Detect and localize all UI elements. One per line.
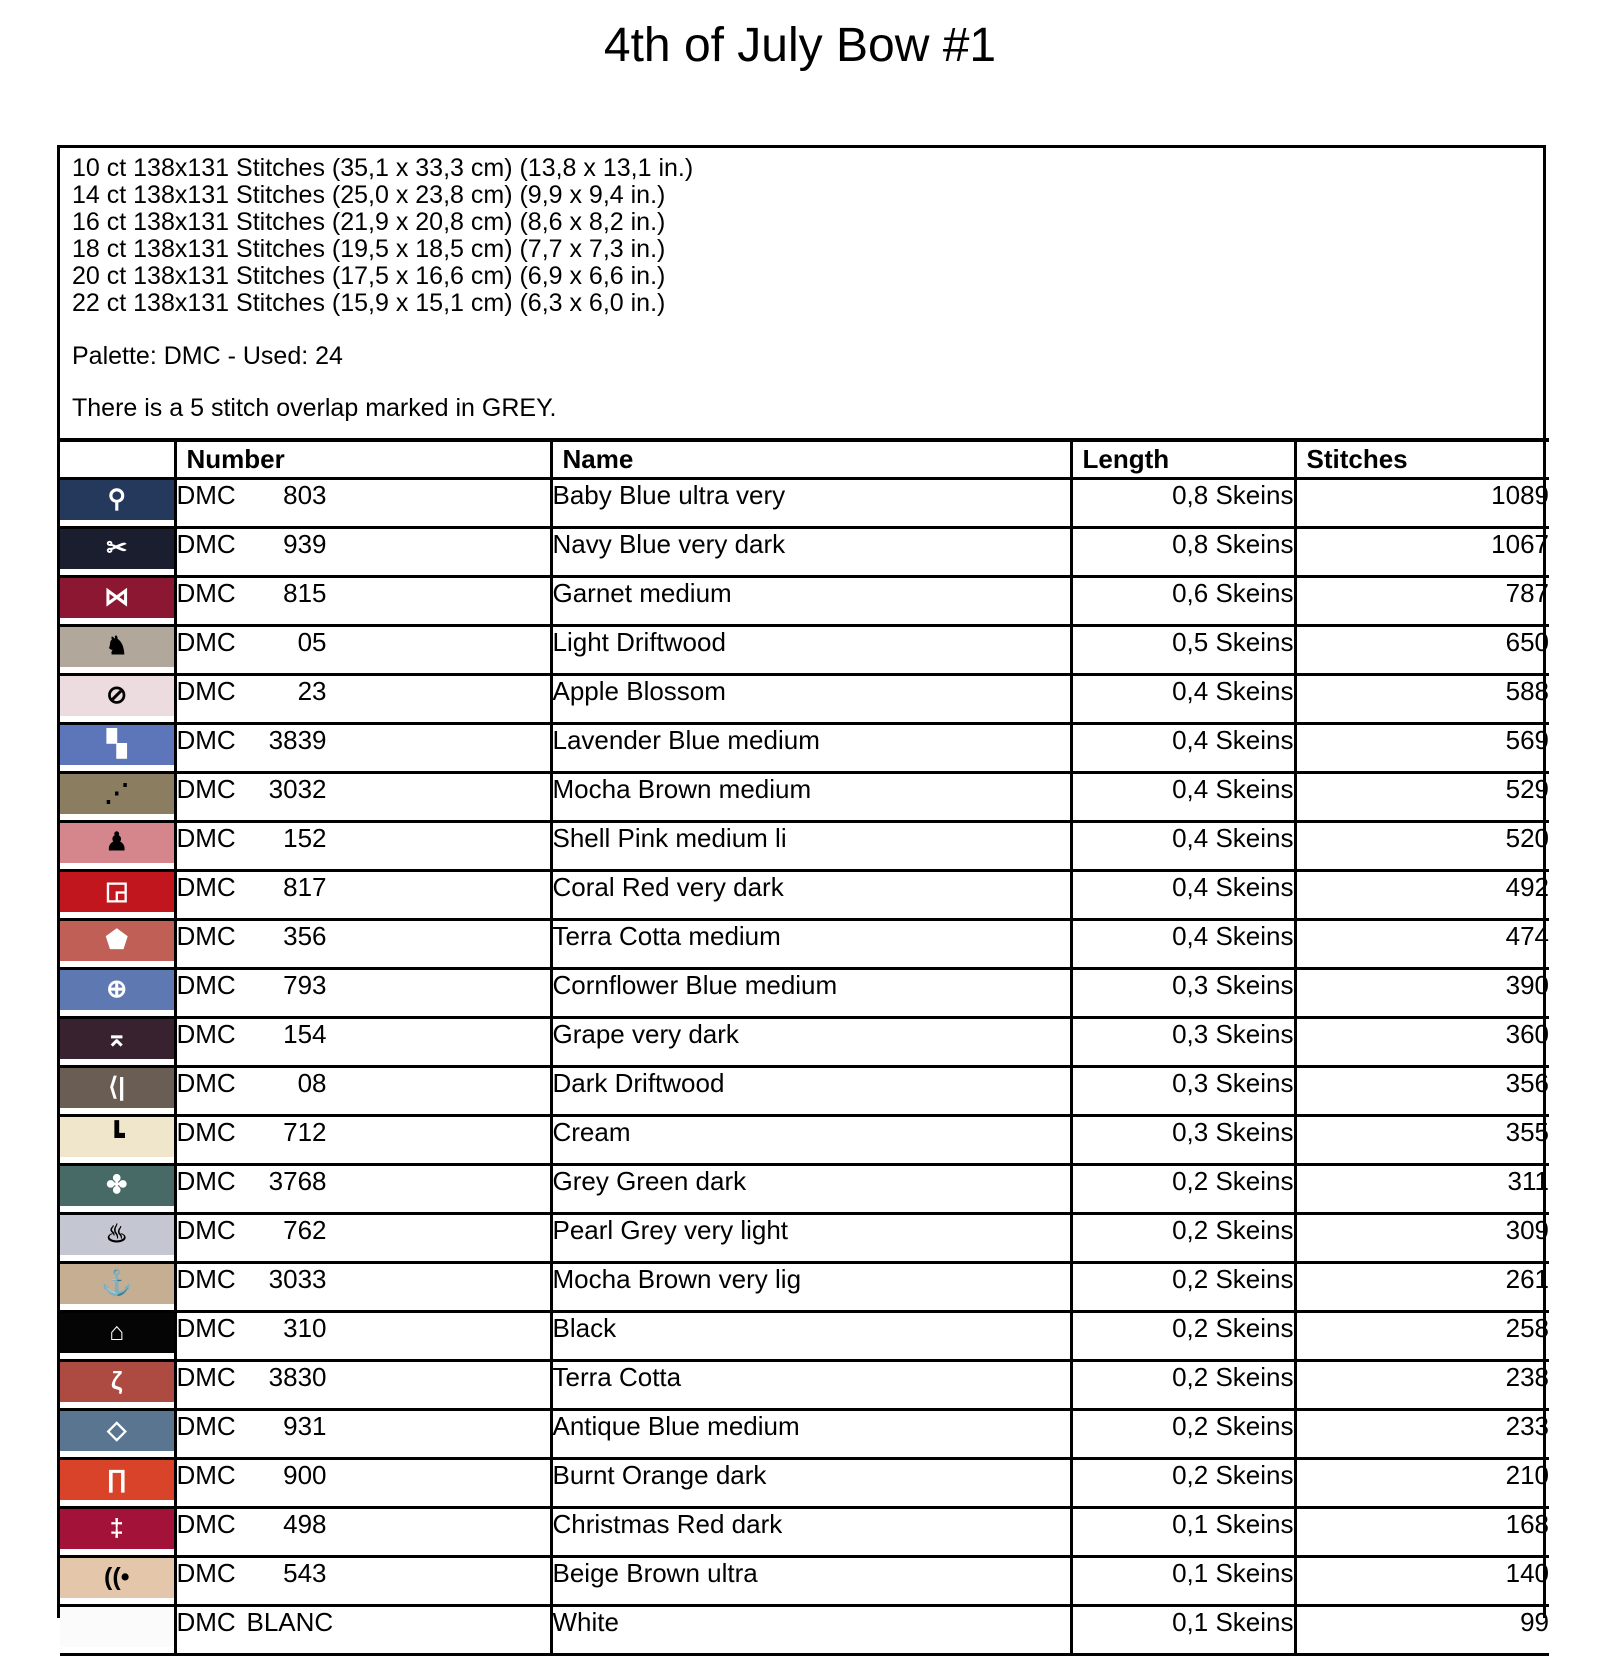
table-row (60, 1605, 1549, 1654)
color-name: Antique Blue medium (551, 1409, 1071, 1458)
brand-label: DMC (176, 1410, 236, 1441)
color-name: Terra Cotta medium (551, 919, 1071, 968)
stitches-value: 311 (1295, 1164, 1549, 1213)
color-name: Mocha Brown medium (551, 772, 1071, 821)
color-swatch (60, 970, 174, 1010)
stitches-value: 650 (1295, 625, 1549, 674)
table-row (60, 1066, 1549, 1115)
double-dagger-icon: ‡ (109, 1514, 124, 1542)
table-row (60, 1409, 1549, 1458)
color-name: Coral Red very dark (551, 870, 1071, 919)
length-value: 0,2 Skeins (1071, 1164, 1295, 1213)
length-value: 0,4 Skeins (1071, 870, 1295, 919)
length-value: 0,4 Skeins (1071, 772, 1295, 821)
color-name: Burnt Orange dark (551, 1458, 1071, 1507)
brand-label: DMC (176, 1214, 236, 1245)
stitches-value: 238 (1295, 1360, 1549, 1409)
color-name: Mocha Brown very lig (551, 1262, 1071, 1311)
symbol-cell (60, 1507, 175, 1556)
number-cell (175, 527, 551, 576)
curl-icon: ζ (110, 1367, 123, 1395)
table-row (60, 1164, 1549, 1213)
symbol-cell (60, 1556, 175, 1605)
diamond-icon: ◇ (107, 1416, 127, 1444)
color-name: Terra Cotta (551, 1360, 1071, 1409)
symbol-cell (60, 1164, 175, 1213)
color-swatch (60, 1313, 174, 1353)
stitches-value: 1089 (1295, 478, 1549, 527)
color-swatch (60, 1362, 174, 1402)
header-symbol (60, 440, 175, 478)
color-swatch (60, 529, 174, 569)
color-code: 815 (283, 577, 327, 608)
pattern-info (60, 148, 1543, 438)
size-line: 22 ct 138x131 Stitches (15,9 x 15,1 cm) (6,3 x 6,0 in.) (72, 289, 666, 317)
header-name: Name (551, 440, 1071, 478)
symbol-cell (60, 772, 175, 821)
number-cell (175, 1164, 551, 1213)
table-row (60, 1311, 1549, 1360)
symbol-cell (60, 576, 175, 625)
color-name: Apple Blossom (551, 674, 1071, 723)
color-code: 803 (283, 479, 327, 510)
brand-label: DMC (176, 1018, 236, 1049)
number-cell (175, 674, 551, 723)
number-cell (175, 1556, 551, 1605)
number-cell (175, 919, 551, 968)
number-cell (175, 1066, 551, 1115)
color-code: 712 (283, 1116, 327, 1147)
number-cell (175, 1507, 551, 1556)
symbol-cell (60, 1311, 175, 1360)
symbol-cell (60, 870, 175, 919)
color-code: 152 (283, 822, 327, 853)
length-value: 0,8 Skeins (1071, 478, 1295, 527)
angle-bar-icon: ⟨| (108, 1073, 126, 1101)
color-code: 900 (283, 1459, 327, 1490)
table-row (60, 1115, 1549, 1164)
bench-icon: ⌅ (106, 1024, 128, 1052)
color-swatch (60, 1019, 174, 1059)
color-code: 939 (283, 528, 327, 559)
size-line: 10 ct 138x131 Stitches (35,1 x 33,3 cm) (13,8 x 13,1 in.) (72, 154, 694, 182)
table-row (60, 968, 1549, 1017)
color-code: 08 (297, 1067, 327, 1098)
number-cell (175, 772, 551, 821)
table-row (60, 870, 1549, 919)
number-cell (175, 1605, 551, 1654)
table-row (60, 576, 1549, 625)
header-row (60, 440, 1549, 478)
hot-springs-icon: ♨ (105, 1220, 128, 1248)
color-name: White (551, 1605, 1071, 1654)
table-row (60, 1262, 1549, 1311)
color-code: 310 (283, 1312, 327, 1343)
brand-label: DMC (176, 822, 236, 853)
stitches-value: 356 (1295, 1066, 1549, 1115)
dial-icon: ⊘ (106, 681, 128, 709)
brand-label: DMC (176, 528, 236, 559)
color-swatch (60, 1607, 174, 1647)
color-swatch (60, 1264, 174, 1304)
number-cell (175, 870, 551, 919)
microphone-icon: ⚲ (107, 485, 126, 513)
color-code: 762 (283, 1214, 327, 1245)
color-swatch (60, 1068, 174, 1108)
length-value: 0,5 Skeins (1071, 625, 1295, 674)
brand-label: DMC (176, 773, 236, 804)
table-row (60, 1458, 1549, 1507)
table-row (60, 527, 1549, 576)
symbol-cell (60, 674, 175, 723)
length-value: 0,4 Skeins (1071, 919, 1295, 968)
corner-icon: ┗ (109, 1122, 125, 1150)
number-cell (175, 1458, 551, 1507)
brand-label: DMC (176, 969, 236, 1000)
stitches-value: 474 (1295, 919, 1549, 968)
length-value: 0,3 Skeins (1071, 1115, 1295, 1164)
color-swatch (60, 1509, 174, 1549)
header-stitches: Stitches (1295, 440, 1549, 478)
floss-legend-table (60, 438, 1549, 1656)
circled-cross-icon: ⊕ (106, 975, 128, 1003)
figure-icon: ♞ (105, 632, 128, 660)
page-title: 4th of July Bow #1 (603, 19, 997, 72)
symbol-cell (60, 968, 175, 1017)
number-cell (175, 821, 551, 870)
table-row (60, 919, 1549, 968)
length-value: 0,4 Skeins (1071, 821, 1295, 870)
brand-label: DMC (176, 1067, 236, 1098)
color-swatch (60, 872, 174, 912)
number-cell (175, 1409, 551, 1458)
number-cell (175, 625, 551, 674)
length-value: 0,1 Skeins (1071, 1556, 1295, 1605)
length-value: 0,2 Skeins (1071, 1213, 1295, 1262)
table-row (60, 772, 1549, 821)
stitches-value: 787 (1295, 576, 1549, 625)
color-swatch (60, 1411, 174, 1451)
table-row (60, 625, 1549, 674)
length-value: 0,4 Skeins (1071, 674, 1295, 723)
stitches-value: 588 (1295, 674, 1549, 723)
brand-label: DMC (176, 1116, 236, 1147)
color-swatch (60, 774, 174, 814)
table-row (60, 1507, 1549, 1556)
length-value: 0,2 Skeins (1071, 1262, 1295, 1311)
color-swatch (60, 1460, 174, 1500)
length-value: 0,8 Skeins (1071, 527, 1295, 576)
stitches-value: 492 (1295, 870, 1549, 919)
pentagon-icon: ⬟ (105, 926, 128, 954)
stitches-value: 258 (1295, 1311, 1549, 1360)
color-code: 3839 (268, 724, 327, 755)
table-row (60, 1360, 1549, 1409)
length-value: 0,6 Skeins (1071, 576, 1295, 625)
size-line: 14 ct 138x131 Stitches (25,0 x 23,8 cm) (9,9 x 9,4 in.) (72, 181, 666, 209)
color-swatch (60, 480, 174, 520)
signal-icon: ((• (104, 1563, 130, 1591)
color-code: 154 (283, 1018, 327, 1049)
length-value: 0,3 Skeins (1071, 968, 1295, 1017)
number-cell (175, 968, 551, 1017)
color-code: 23 (297, 675, 327, 706)
length-value: 0,2 Skeins (1071, 1458, 1295, 1507)
brand-label: DMC (176, 871, 236, 902)
stitches-value: 210 (1295, 1458, 1549, 1507)
brand-label: DMC (176, 479, 236, 510)
symbol-cell (60, 919, 175, 968)
color-code: 3032 (268, 773, 327, 804)
color-name: Grey Green dark (551, 1164, 1071, 1213)
color-code: 793 (283, 969, 327, 1000)
stitches-value: 99 (1295, 1605, 1549, 1654)
color-code: 543 (283, 1557, 327, 1588)
overlap-note: There is a 5 stitch overlap marked in GREY. (72, 394, 557, 422)
color-swatch (60, 1558, 174, 1598)
symbol-cell (60, 1017, 175, 1066)
brand-label: DMC (176, 1165, 236, 1196)
symbol-cell (60, 1115, 175, 1164)
four-petal-icon: ✤ (106, 1171, 128, 1199)
anchor-icon: ⚓ (101, 1269, 133, 1297)
color-name: Christmas Red dark (551, 1507, 1071, 1556)
color-name: Pearl Grey very light (551, 1213, 1071, 1262)
bowtie-icon: ⋈ (104, 583, 130, 611)
stitches-value: 168 (1295, 1507, 1549, 1556)
brand-label: DMC (176, 675, 236, 706)
color-code: 356 (283, 920, 327, 951)
brand-label: DMC (176, 1361, 236, 1392)
number-cell (175, 1311, 551, 1360)
brand-label: DMC (176, 920, 236, 951)
color-swatch (60, 1117, 174, 1157)
size-line: 16 ct 138x131 Stitches (21,9 x 20,8 cm) (8,6 x 8,2 in.) (72, 208, 666, 236)
number-cell (175, 576, 551, 625)
symbol-cell (60, 723, 175, 772)
house-icon: ⌂ (109, 1318, 125, 1346)
length-value: 0,2 Skeins (1071, 1311, 1295, 1360)
symbol-cell (60, 478, 175, 527)
brand-label: DMC (176, 1263, 236, 1294)
two-squares-icon: ▚ (107, 730, 127, 758)
symbol-cell (60, 1262, 175, 1311)
color-name: Light Driftwood (551, 625, 1071, 674)
color-swatch (60, 921, 174, 961)
color-name: Baby Blue ultra very (551, 478, 1071, 527)
number-cell (175, 1360, 551, 1409)
color-code: 931 (283, 1410, 327, 1441)
color-name: Grape very dark (551, 1017, 1071, 1066)
color-swatch (60, 676, 174, 716)
color-name: Navy Blue very dark (551, 527, 1071, 576)
stitches-value: 140 (1295, 1556, 1549, 1605)
symbol-cell (60, 1360, 175, 1409)
pawn-icon: ♟ (105, 828, 128, 856)
color-swatch (60, 725, 174, 765)
color-swatch (60, 627, 174, 667)
length-value: 0,3 Skeins (1071, 1017, 1295, 1066)
color-swatch (60, 1215, 174, 1255)
symbol-cell (60, 1409, 175, 1458)
color-name: Dark Driftwood (551, 1066, 1071, 1115)
stitches-value: 569 (1295, 723, 1549, 772)
number-cell (175, 723, 551, 772)
symbol-cell (60, 821, 175, 870)
brand-label: DMC (176, 1312, 236, 1343)
palette-line: Palette: DMC - Used: 24 (72, 342, 343, 370)
brand-label: DMC (176, 1606, 236, 1637)
color-name: Cream (551, 1115, 1071, 1164)
color-name: Garnet medium (551, 576, 1071, 625)
symbol-cell (60, 527, 175, 576)
brand-label: DMC (176, 577, 236, 608)
number-cell (175, 478, 551, 527)
stitches-value: 360 (1295, 1017, 1549, 1066)
size-line: 20 ct 138x131 Stitches (17,5 x 16,6 cm) (6,9 x 6,6 in.) (72, 262, 666, 290)
color-name: Cornflower Blue medium (551, 968, 1071, 1017)
symbol-cell (60, 625, 175, 674)
color-code: 817 (283, 871, 327, 902)
table-row (60, 478, 1549, 527)
table-row (60, 1556, 1549, 1605)
flag-icon: ∏ (106, 1465, 128, 1493)
length-value: 0,1 Skeins (1071, 1507, 1295, 1556)
stitches-value: 520 (1295, 821, 1549, 870)
color-swatch (60, 823, 174, 863)
color-code: 3033 (268, 1263, 327, 1294)
color-code: 3830 (268, 1361, 327, 1392)
header-length: Length (1071, 440, 1295, 478)
stitches-value: 309 (1295, 1213, 1549, 1262)
table-row (60, 723, 1549, 772)
symbol-cell (60, 1605, 175, 1654)
stitches-value: 355 (1295, 1115, 1549, 1164)
notched-square-icon: ◲ (104, 877, 129, 905)
number-cell (175, 1262, 551, 1311)
brand-label: DMC (176, 1459, 236, 1490)
stitches-value: 1067 (1295, 527, 1549, 576)
symbol-cell (60, 1213, 175, 1262)
color-code: 05 (297, 626, 327, 657)
number-cell (175, 1213, 551, 1262)
stitches-value: 529 (1295, 772, 1549, 821)
number-cell (175, 1017, 551, 1066)
brand-label: DMC (176, 626, 236, 657)
table-row (60, 1213, 1549, 1262)
stitches-value: 233 (1295, 1409, 1549, 1458)
color-code: 3768 (268, 1165, 327, 1196)
brand-label: DMC (176, 1557, 236, 1588)
color-code: BLANC (246, 1606, 334, 1637)
diagonal-dots-icon: ⋰ (104, 779, 130, 807)
symbol-cell (60, 1458, 175, 1507)
stitches-value: 390 (1295, 968, 1549, 1017)
color-name: Shell Pink medium li (551, 821, 1071, 870)
length-value: 0,2 Skeins (1071, 1409, 1295, 1458)
color-code: 498 (283, 1508, 327, 1539)
color-name: Lavender Blue medium (551, 723, 1071, 772)
table-row (60, 821, 1549, 870)
symbol-cell (60, 1066, 175, 1115)
color-swatch (60, 578, 174, 618)
number-cell (175, 1115, 551, 1164)
brand-label: DMC (176, 1508, 236, 1539)
scissors-icon: ✂ (106, 534, 128, 562)
table-row (60, 1017, 1549, 1066)
length-value: 0,2 Skeins (1071, 1360, 1295, 1409)
length-value: 0,1 Skeins (1071, 1605, 1295, 1654)
color-name: Black (551, 1311, 1071, 1360)
color-name: Beige Brown ultra (551, 1556, 1071, 1605)
size-line: 18 ct 138x131 Stitches (19,5 x 18,5 cm) (7,7 x 7,3 in.) (72, 235, 666, 263)
length-value: 0,4 Skeins (1071, 723, 1295, 772)
length-value: 0,3 Skeins (1071, 1066, 1295, 1115)
stitches-value: 261 (1295, 1262, 1549, 1311)
brand-label: DMC (176, 724, 236, 755)
pattern-info-sheet (57, 145, 1549, 1637)
color-swatch (60, 1166, 174, 1206)
table-row (60, 674, 1549, 723)
header-number: Number (175, 440, 551, 478)
